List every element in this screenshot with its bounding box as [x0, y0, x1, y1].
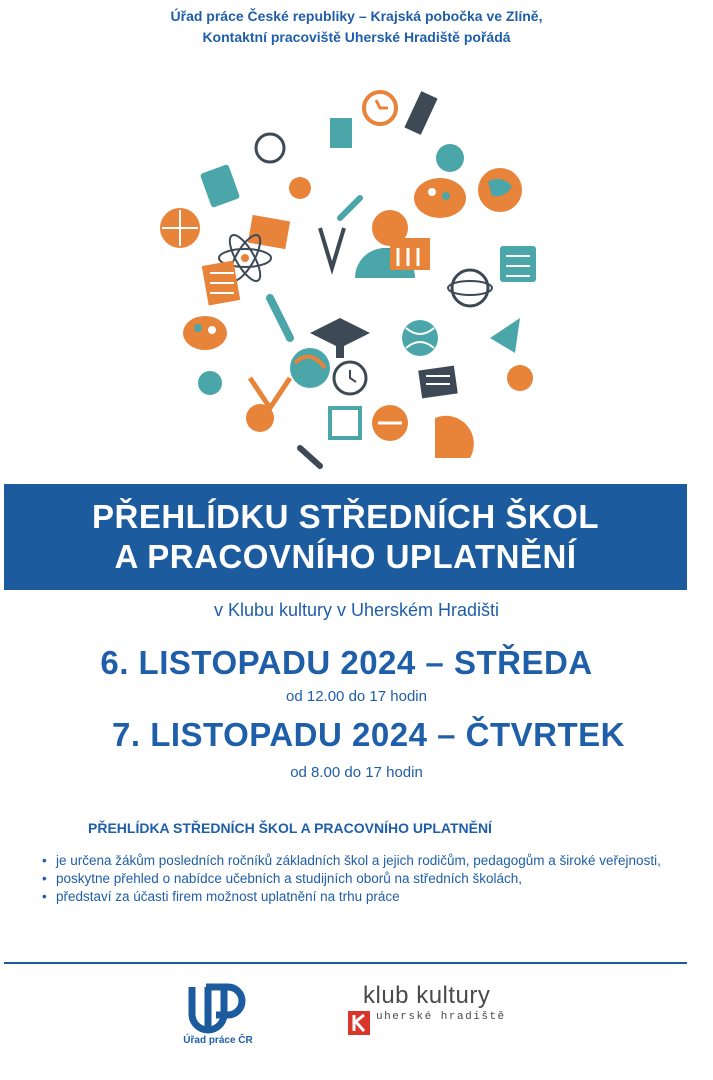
education-icons-illustration [150, 78, 550, 478]
info-bullet-list [42, 852, 702, 906]
urad-prace-logo-text: Úřad práce ČR [183, 1035, 253, 1046]
klub-kultury-logo-name: klub kultury [363, 982, 491, 1009]
info-bullet: • je určena žákům posledních ročníků základních škol a jejich rodičům, pedagogům a široké veřejnosti, [42, 852, 702, 870]
footer-divider [4, 962, 687, 964]
event-title-banner [4, 484, 687, 590]
organizer-line-1: Úřad práce České republiky – Krajská pobočka ve Zlíně, [170, 8, 543, 24]
date-2-hours: od 8.00 do 17 hodin [290, 764, 423, 781]
venue-text: v Klubu kultury v Uherském Hradišti [213, 600, 500, 620]
organizer-header [0, 6, 713, 48]
banner-line-2: A PRACOVNÍHO UPLATNĚNÍ [114, 538, 577, 575]
info-heading: PŘEHLÍDKA STŘEDNÍCH ŠKOL A PRACOVNÍHO UPLATNĚNÍ [88, 820, 492, 836]
info-bullet: • poskytne přehled o nabídce učebních a studijních oborů na středních školách, [42, 870, 702, 888]
date-2-title: 7. LISTOPADU 2024 – ČTVRTEK [112, 716, 625, 753]
date-1-title: 6. LISTOPADU 2024 – STŘEDA [100, 644, 593, 681]
icon-cluster [160, 91, 536, 466]
klub-kultury-logo-mark [348, 1011, 370, 1035]
klub-kultury-logo-subtitle: uherské hradiště [376, 1011, 506, 1023]
organizer-line-2: Kontaktní pracoviště Uherské Hradiště pořádá [202, 29, 511, 45]
banner-line-1: PŘEHLÍDKU STŘEDNÍCH ŠKOL [91, 498, 600, 535]
info-bullet: • představí za účasti firem možnost uplatnění na trhu práce [42, 888, 702, 906]
date-1-hours: od 12.00 do 17 hodin [286, 688, 427, 705]
